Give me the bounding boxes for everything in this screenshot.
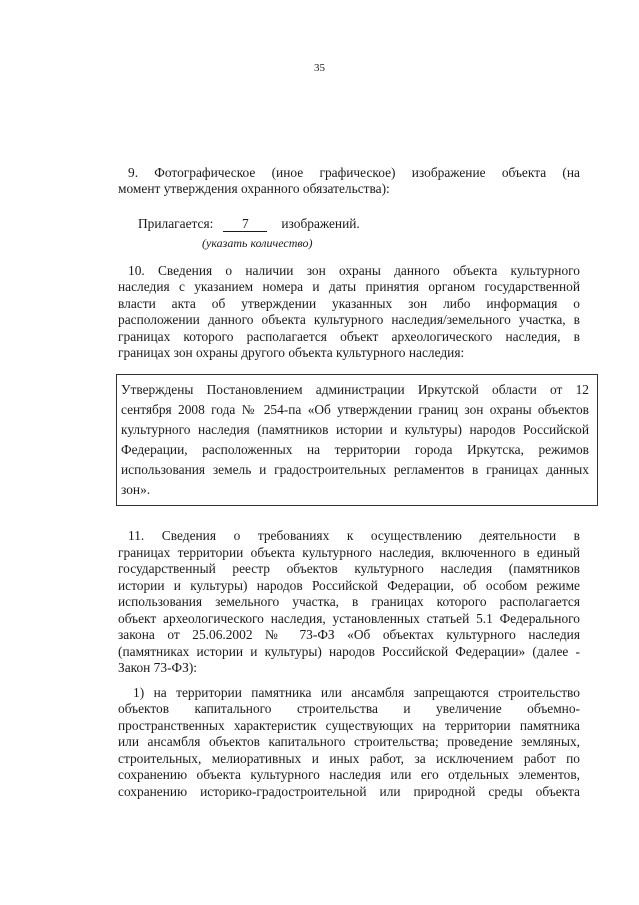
box-line: использования земель и градостроительных регламентов в границах данных — [121, 462, 589, 477]
box-line: сентября 2008 года № 254-па «Об утверждении границ зон охраны объектов — [121, 402, 589, 417]
section11-line: государственный реестр объектов культурного наследия (памятников — [118, 561, 580, 576]
section11-line: границах территории объекта культурного наследия, включенного в единый — [118, 545, 580, 560]
section10-line: 10. Сведения о наличии зон охраны данного объекта культурного — [128, 263, 580, 278]
attachment-line — [138, 216, 360, 232]
box-line: культурного наследия (памятников истории и культуры) народов Российской — [121, 422, 589, 437]
section11-line: Закон 73-ФЗ): — [118, 660, 198, 675]
item1-line: строительных, мелиоративных и иных работ, за исключением работ по — [118, 751, 580, 766]
section11-line: (памятниках истории и культуры) народов Российской Федерации» (далее - — [118, 644, 580, 659]
attach-hint: (указать количество) — [202, 236, 313, 250]
section11-line: объект археологического наследия, установленных статьей 5.1 Федерального — [118, 611, 580, 626]
page-number: 35 — [314, 62, 325, 74]
item1-line: объектов капитального строительства и увеличение объемно- — [118, 701, 580, 716]
section11-line: использования земельного участка, в границах которого располагается — [118, 594, 580, 609]
section11-line: закона от 25.06.2002 № 73-ФЗ «Об объектах культурного наследия — [118, 627, 580, 642]
section10-line: границах которого располагается объект археологического наследия, в — [118, 329, 580, 344]
item1-line: 1) на территории памятника или ансамбля запрещаются строительство — [133, 685, 580, 700]
item1-line: или ансамбля объектов капитального строительства; проведение земляных, — [118, 734, 580, 749]
section10-line: границах зон охраны другого объекта культурного наследия: — [118, 345, 465, 360]
box-line: Федерации, расположенных на территории города Иркутска, режимов — [121, 442, 589, 457]
item1-line: сохранению объекта культурного наследия или его отдельных элементов, — [118, 767, 580, 782]
attach-label: Прилагается: — [138, 216, 214, 231]
section10-line: власти акта об утверждении указанных зон либо информация о — [118, 296, 580, 311]
section10-line: расположении данного объекта культурного наследия/земельного участка, в — [118, 312, 580, 327]
item1-line: пространственных характеристик существующих на территории памятника — [118, 718, 580, 733]
section10-line: наследия с указанием номера и даты принятия органом государственной — [118, 279, 580, 294]
section9-line: момент утверждения охранного обязательства): — [118, 181, 390, 196]
section11-line: 11. Сведения о требованиях к осуществлению деятельности в — [128, 528, 580, 543]
box-line: зон». — [121, 482, 151, 497]
section9-line: 9. Фотографическое (иное графическое) изображение объекта (на — [128, 165, 580, 180]
attach-unit: изображений. — [281, 216, 360, 231]
attach-count: 7 — [223, 217, 267, 232]
item1-line: сохранению историко-градостроительной или природной среды объекта — [118, 784, 580, 799]
box-line: Утверждены Постановлением администрации Иркутской области от 12 — [121, 382, 589, 397]
section11-line: истории и культуры) народов Российской Федерации, об особом режиме — [118, 578, 580, 593]
